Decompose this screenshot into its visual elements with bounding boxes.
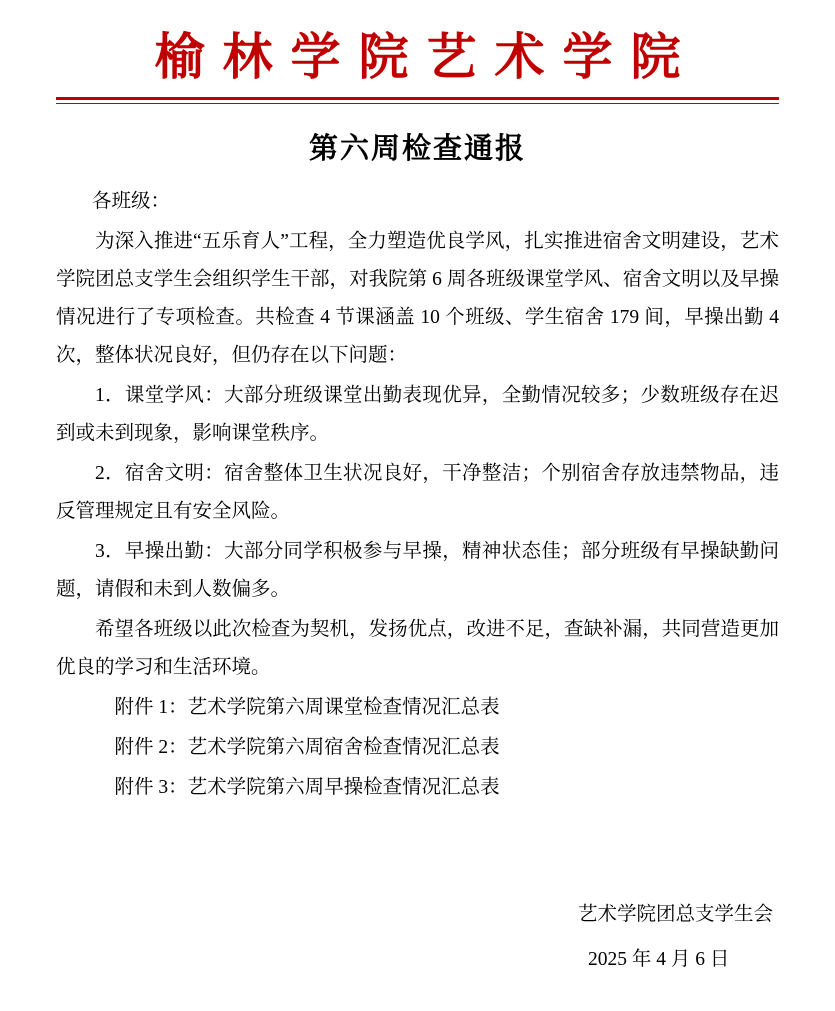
attachment-item: 附件 1：艺术学院第六周课堂检查情况汇总表 xyxy=(114,696,500,718)
list-item: 2．宿舍文明：宿舍整体卫生状况良好，干净整洁；个别宿舍存放违禁物品，违反管理规定且有安全风险。 xyxy=(56,462,779,522)
signature-organization: 艺术学院团总支学生会 xyxy=(577,904,773,926)
document-body xyxy=(56,183,779,807)
organization-title: 榆林学院艺术学院 xyxy=(154,29,699,85)
list-item: 1．课堂学风：大部分班级课堂出勤表现优异，全勤情况较多；少数班级存在迟到或未到现象，影响课堂秩序。 xyxy=(56,384,779,444)
header-divider-thin-line xyxy=(56,103,779,104)
attachment-item: 附件 2：艺术学院第六周宿舍检查情况汇总表 xyxy=(114,736,500,758)
intro-paragraph: 为深入推进“五乐育人”工程，全力塑造优良学风，扎实推进宿舍文明建设，艺术学院团总支学生会组织学生干部，对我院第 6 周各班级课堂学风、宿舍文明以及早操情况进行了专项检查。共检查 4 节课涵盖 10 个班级、学生宿舍 179 间，早操出勤 4 次，整体状况良好，但仍存在以下问题： xyxy=(56,230,779,366)
list-item: 3．早操出勤：大部分同学积极参与早操，精神状态佳；部分班级有早操缺勤问题，请假和未到人数偏多。 xyxy=(56,540,779,600)
attachment-item: 附件 3：艺术学院第六周早操检查情况汇总表 xyxy=(114,776,500,798)
document-title: 第六周检查通报 xyxy=(308,132,526,165)
signature-date: 2025 年 4 月 6 日 xyxy=(587,949,730,971)
closing-paragraph: 希望各班级以此次检查为契机，发扬优点，改进不足，查缺补漏，共同营造更加优良的学习和生活环境。 xyxy=(56,618,779,678)
header-divider xyxy=(56,97,779,104)
document-page xyxy=(0,26,835,1011)
signature-block xyxy=(578,893,773,983)
salutation: 各班级： xyxy=(92,190,171,212)
